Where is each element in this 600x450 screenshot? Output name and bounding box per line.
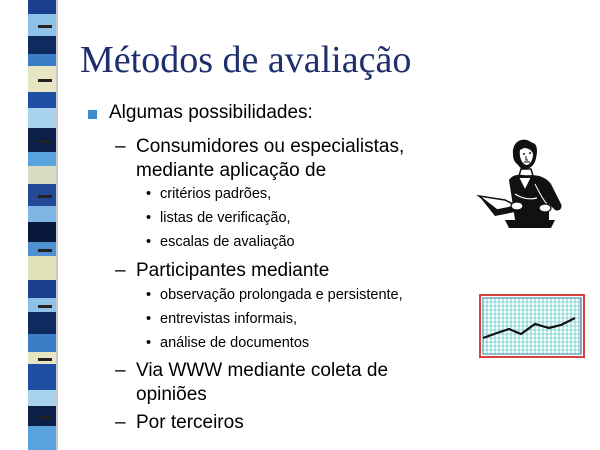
dot-bullet: • [146, 186, 152, 202]
list-item-line: mediante aplicação de [136, 160, 327, 181]
dot-bullet: • [146, 311, 152, 327]
decorative-stripe [0, 0, 60, 450]
sub-list-item-text: entrevistas informais, [160, 311, 297, 327]
stripe-column [28, 0, 56, 450]
slide-title: Métodos de avaliação [80, 39, 412, 81]
stripe-tick [38, 140, 52, 143]
dash-bullet: – [115, 360, 126, 381]
list-item-text [136, 135, 404, 183]
sub-list-item-text: listas de verificação, [160, 210, 291, 226]
list-item-text [136, 359, 388, 407]
person-reading-clipart [475, 134, 580, 234]
list-item-line: Consumidores ou especialistas, [136, 136, 405, 157]
stripe-segment [28, 256, 56, 280]
stripe-segment [28, 312, 56, 334]
stripe-tick [38, 79, 52, 82]
dot-bullet: • [146, 287, 152, 303]
stripe-segment [28, 206, 56, 222]
stripe-tick [38, 195, 52, 198]
sub-list-item-text: observação prolongada e persistente, [160, 287, 403, 303]
sub-list-item-text: análise de documentos [160, 335, 310, 351]
stripe-tick [38, 249, 52, 252]
stripe-segment [28, 166, 56, 184]
stripe-tick [38, 25, 52, 28]
list-item-line: Via WWW mediante coleta de [136, 360, 389, 381]
main-bullet-text: Algumas possibilidades: [109, 102, 313, 123]
stripe-segment [28, 108, 56, 128]
stripe-segment [28, 280, 56, 298]
dash-bullet: – [115, 136, 126, 157]
sub-list-item-text: critérios padrões, [160, 186, 272, 202]
line-chart-clipart [479, 294, 585, 358]
dot-bullet: • [146, 234, 152, 250]
stripe-segment [28, 390, 56, 406]
stripe-segment [28, 364, 56, 390]
square-bullet-icon [88, 110, 97, 119]
sub-list-item-text: escalas de avaliação [160, 234, 295, 250]
stripe-segment [28, 334, 56, 352]
stripe-segment [28, 36, 56, 54]
stripe-tick [38, 305, 52, 308]
dash-bullet: – [115, 260, 126, 281]
dot-bullet: • [146, 335, 152, 351]
stripe-segment [28, 0, 56, 14]
stripe-edge [56, 0, 58, 450]
stripe-segment [28, 222, 56, 242]
stripe-tick [38, 358, 52, 361]
stripe-segment [28, 54, 56, 66]
list-item-line: opiniões [136, 384, 207, 405]
stripe-tick [38, 416, 52, 419]
stripe-segment [28, 92, 56, 108]
list-item-text: Participantes mediante [136, 260, 330, 281]
stripe-segment [28, 426, 56, 450]
list-item-text: Por terceiros [136, 412, 244, 433]
dot-bullet: • [146, 210, 152, 226]
dash-bullet: – [115, 412, 126, 433]
stripe-segment [28, 152, 56, 166]
